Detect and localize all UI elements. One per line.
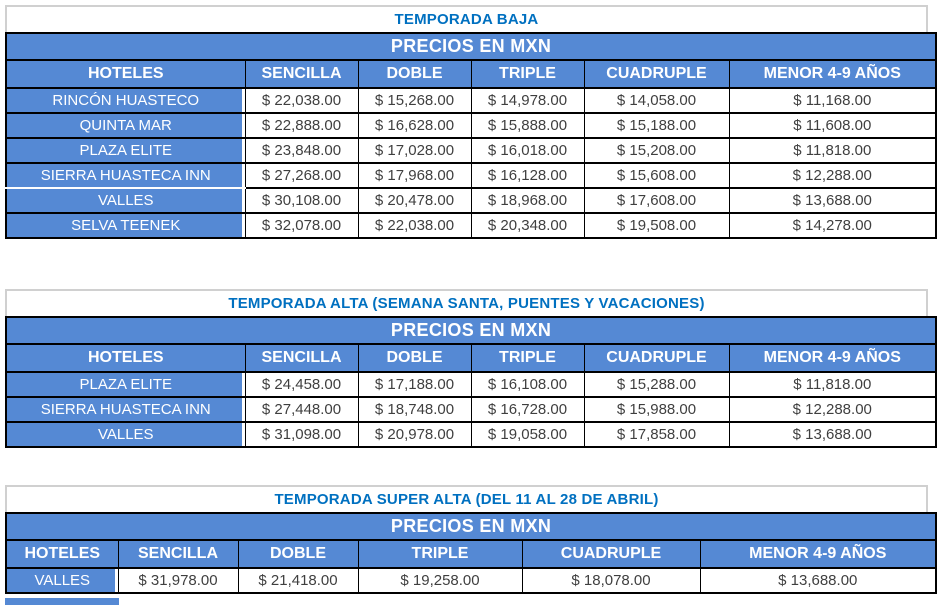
column-header-sencilla: SENCILLA bbox=[245, 344, 358, 372]
season-title: TEMPORADA ALTA (SEMANA SANTA, PUENTES Y VACACIONES) bbox=[5, 289, 928, 316]
table-row bbox=[6, 213, 936, 238]
table-row bbox=[6, 163, 936, 188]
price-cell: $ 13,688.00 bbox=[700, 568, 936, 593]
column-header-triple: TRIPLE bbox=[471, 60, 584, 88]
column-header-row bbox=[6, 540, 936, 568]
price-cell: $ 24,458.00 bbox=[245, 372, 358, 397]
price-cell: $ 15,288.00 bbox=[584, 372, 729, 397]
price-cell: $ 11,608.00 bbox=[729, 113, 936, 138]
season-block-alta bbox=[5, 289, 935, 448]
price-cell: $ 11,818.00 bbox=[729, 372, 936, 397]
table-row bbox=[6, 113, 936, 138]
column-header-triple: TRIPLE bbox=[471, 344, 584, 372]
price-cell: $ 22,038.00 bbox=[358, 213, 471, 238]
price-cell: $ 18,078.00 bbox=[522, 568, 700, 593]
price-cell: $ 16,018.00 bbox=[471, 138, 584, 163]
price-cell: $ 23,848.00 bbox=[245, 138, 358, 163]
price-cell: $ 17,028.00 bbox=[358, 138, 471, 163]
price-table-baja bbox=[5, 32, 937, 239]
price-cell: $ 14,978.00 bbox=[471, 88, 584, 113]
price-cell: $ 22,888.00 bbox=[245, 113, 358, 138]
price-cell: $ 17,188.00 bbox=[358, 372, 471, 397]
column-header-triple: TRIPLE bbox=[358, 540, 522, 568]
price-cell: $ 16,128.00 bbox=[471, 163, 584, 188]
price-cell: $ 19,258.00 bbox=[358, 568, 522, 593]
column-header-doble: DOBLE bbox=[238, 540, 358, 568]
column-header-hoteles: HOTELES bbox=[6, 540, 118, 568]
price-cell: $ 20,478.00 bbox=[358, 188, 471, 213]
price-cell: $ 14,278.00 bbox=[729, 213, 936, 238]
price-table-super-alta bbox=[5, 512, 937, 594]
season-block-baja bbox=[5, 0, 935, 239]
price-cell: $ 32,078.00 bbox=[245, 213, 358, 238]
price-cell: $ 21,418.00 bbox=[238, 568, 358, 593]
hotel-name-cell: PLAZA ELITE bbox=[6, 372, 245, 397]
price-cell: $ 31,978.00 bbox=[118, 568, 238, 593]
price-cell: $ 16,628.00 bbox=[358, 113, 471, 138]
price-cell: $ 15,608.00 bbox=[584, 163, 729, 188]
price-cell: $ 17,968.00 bbox=[358, 163, 471, 188]
hotel-name-cell: VALLES bbox=[6, 188, 245, 213]
price-cell: $ 18,748.00 bbox=[358, 397, 471, 422]
precios-banner-row bbox=[6, 33, 936, 60]
precios-banner: PRECIOS EN MXN bbox=[6, 33, 936, 60]
price-cell: $ 15,268.00 bbox=[358, 88, 471, 113]
precios-banner: PRECIOS EN MXN bbox=[6, 513, 936, 540]
price-cell: $ 27,448.00 bbox=[245, 397, 358, 422]
table-row bbox=[6, 397, 936, 422]
precios-banner-row bbox=[6, 513, 936, 540]
hotel-name-cell: QUINTA MAR bbox=[6, 113, 245, 138]
price-cell: $ 15,988.00 bbox=[584, 397, 729, 422]
price-cell: $ 31,098.00 bbox=[245, 422, 358, 447]
cutoff-row-sliver bbox=[5, 598, 119, 605]
price-cell: $ 27,268.00 bbox=[245, 163, 358, 188]
table-row bbox=[6, 188, 936, 213]
price-cell: $ 19,508.00 bbox=[584, 213, 729, 238]
hotel-name-cell: VALLES bbox=[6, 568, 118, 593]
table-row bbox=[6, 422, 936, 447]
season-title: TEMPORADA SUPER ALTA (DEL 11 AL 28 DE ABRIL) bbox=[5, 485, 928, 512]
hotel-name-cell: VALLES bbox=[6, 422, 245, 447]
column-header-row bbox=[6, 344, 936, 372]
table-row bbox=[6, 568, 936, 593]
column-header-cuadruple: CUADRUPLE bbox=[522, 540, 700, 568]
price-cell: $ 18,968.00 bbox=[471, 188, 584, 213]
price-cell: $ 30,108.00 bbox=[245, 188, 358, 213]
price-cell: $ 16,728.00 bbox=[471, 397, 584, 422]
price-cell: $ 13,688.00 bbox=[729, 188, 936, 213]
table-row bbox=[6, 372, 936, 397]
price-cell: $ 20,348.00 bbox=[471, 213, 584, 238]
column-header-menor: MENOR 4-9 AÑOS bbox=[700, 540, 936, 568]
price-cell: $ 11,818.00 bbox=[729, 138, 936, 163]
column-header-row bbox=[6, 60, 936, 88]
precios-banner-row bbox=[6, 317, 936, 344]
price-cell: $ 22,038.00 bbox=[245, 88, 358, 113]
column-header-hoteles: HOTELES bbox=[6, 344, 245, 372]
column-header-cuadruple: CUADRUPLE bbox=[584, 344, 729, 372]
price-cell: $ 20,978.00 bbox=[358, 422, 471, 447]
column-header-sencilla: SENCILLA bbox=[118, 540, 238, 568]
table-row bbox=[6, 138, 936, 163]
price-cell: $ 19,058.00 bbox=[471, 422, 584, 447]
hotel-name-cell: PLAZA ELITE bbox=[6, 138, 245, 163]
column-header-menor: MENOR 4-9 AÑOS bbox=[729, 344, 936, 372]
price-cell: $ 15,188.00 bbox=[584, 113, 729, 138]
column-header-menor: MENOR 4-9 AÑOS bbox=[729, 60, 936, 88]
hotel-name-cell: RINCÓN HUASTECO bbox=[6, 88, 245, 113]
price-cell: $ 15,208.00 bbox=[584, 138, 729, 163]
season-block-super-alta bbox=[5, 485, 935, 594]
column-header-doble: DOBLE bbox=[358, 60, 471, 88]
season-title: TEMPORADA BAJA bbox=[5, 5, 928, 32]
price-cell: $ 15,888.00 bbox=[471, 113, 584, 138]
column-header-sencilla: SENCILLA bbox=[245, 60, 358, 88]
precios-banner: PRECIOS EN MXN bbox=[6, 317, 936, 344]
column-header-cuadruple: CUADRUPLE bbox=[584, 60, 729, 88]
price-table-alta bbox=[5, 316, 937, 448]
hotel-name-cell: SIERRA HUASTECA INN bbox=[6, 163, 245, 188]
price-cell: $ 17,608.00 bbox=[584, 188, 729, 213]
hotel-name-cell: SIERRA HUASTECA INN bbox=[6, 397, 245, 422]
table-row bbox=[6, 88, 936, 113]
column-header-doble: DOBLE bbox=[358, 344, 471, 372]
price-cell: $ 16,108.00 bbox=[471, 372, 584, 397]
hotel-name-cell: SELVA TEENEK bbox=[6, 213, 245, 238]
price-cell: $ 12,288.00 bbox=[729, 397, 936, 422]
price-cell: $ 12,288.00 bbox=[729, 163, 936, 188]
column-header-hoteles: HOTELES bbox=[6, 60, 245, 88]
price-cell: $ 11,168.00 bbox=[729, 88, 936, 113]
price-cell: $ 14,058.00 bbox=[584, 88, 729, 113]
price-cell: $ 17,858.00 bbox=[584, 422, 729, 447]
price-cell: $ 13,688.00 bbox=[729, 422, 936, 447]
